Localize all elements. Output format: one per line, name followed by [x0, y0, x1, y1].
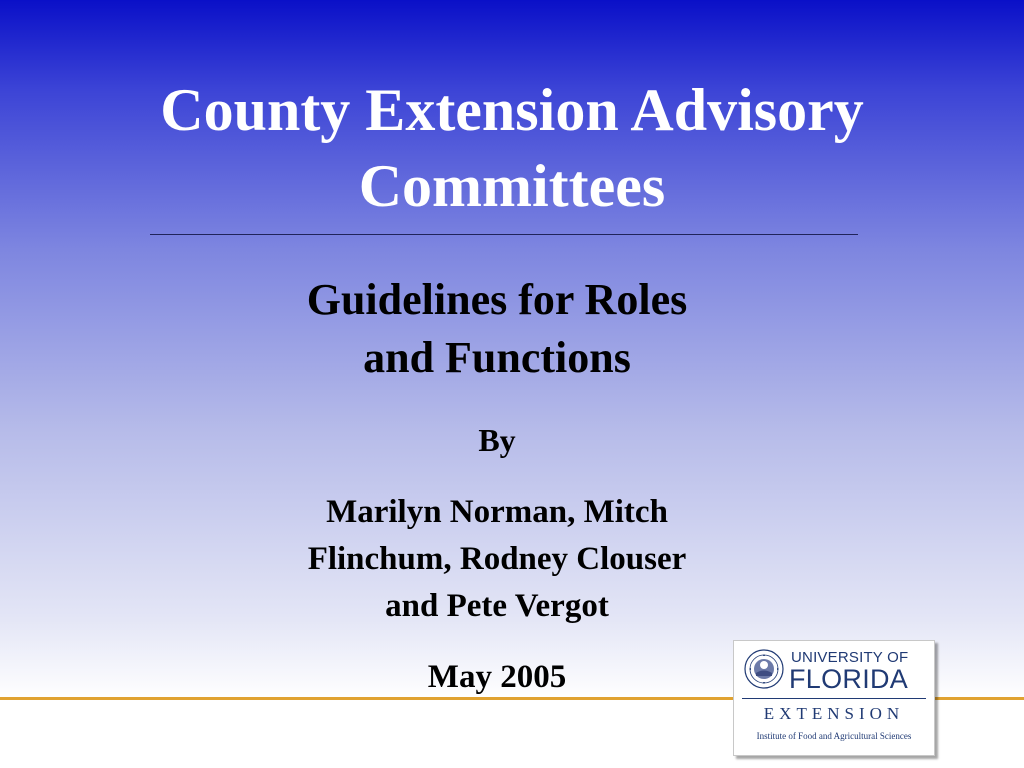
slide-date: May 2005 — [427, 659, 567, 695]
authors — [0, 489, 994, 630]
title-line-1: County Extension Advisory — [160, 77, 864, 143]
logo-university-of: UNIVERSITY OF — [791, 649, 909, 666]
slide-subtitle — [0, 271, 994, 387]
title-line-2: Committees — [358, 153, 666, 219]
logo-divider — [742, 698, 926, 699]
authors-line-2: Flinchum, Rodney Clouser — [307, 541, 687, 577]
subtitle-line-1: Guidelines for Roles — [306, 275, 688, 324]
logo-extension: EXTENSION — [763, 704, 905, 723]
logo-florida: FLORIDA — [789, 664, 909, 694]
title-divider — [150, 234, 858, 235]
authors-line-3: and Pete Vergot — [385, 588, 609, 624]
uf-extension-logo — [733, 640, 935, 756]
slide-title — [0, 72, 1024, 224]
authors-line-1: Marilyn Norman, Mitch — [326, 494, 668, 530]
by-label: By — [478, 422, 516, 458]
logo-ifas: Institute of Food and Agricultural Sciences — [756, 731, 912, 741]
subtitle-line-2: and Functions — [363, 333, 631, 382]
university-seal-icon — [744, 649, 784, 689]
